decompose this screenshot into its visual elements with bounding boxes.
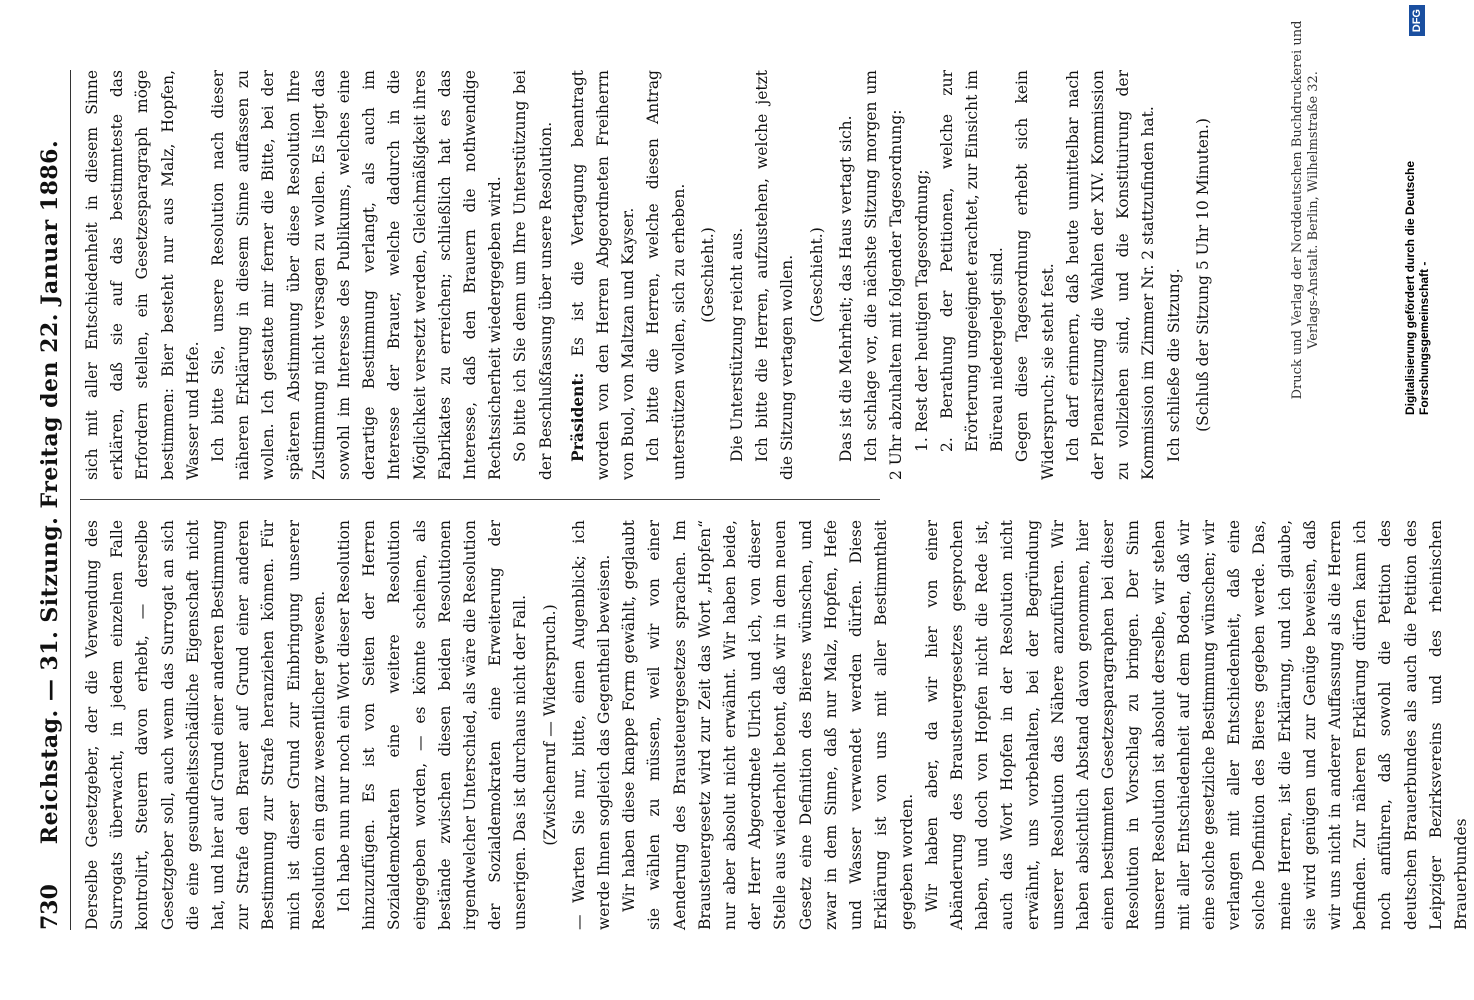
president-text: Es ist die Vertagung beantragt worden von den Herren Abgeordneten Freiherrn von Buol, von Maltzan und Kayser. — [568, 70, 638, 480]
paragraph: Gegen diese Tagesordnung erhebt sich kein Widerspruch; sie steht fest. — [1013, 70, 1057, 480]
paragraph: Ich bitte die Herren, welche diesen Antrag unterstützen wollen, sich zu erheben. — [644, 70, 688, 480]
paragraph: Ich schlage vor, die nächste Sitzung morgen um 2 Uhr abzuhalten mit folgender Tagesordnung: — [862, 70, 906, 480]
right-column — [80, 70, 1212, 480]
page-number: 730 — [37, 884, 63, 930]
paragraph: Ich darf erinnern, daß heute unmittelbar nach der Plenarsitzung die Wahlen der XIV. Kommission zu vollziehen sind, und die Konstituirung der Kommission im Zimmer Nr. 2 stattzufinden hat. — [1063, 70, 1158, 480]
paragraph: Die Unterstützung reicht aus. — [728, 227, 747, 462]
paragraph: — Warten Sie nur, bitte, einen Augenblick; ich werde Ihnen sogleich das Gegentheil beweisen. — [569, 520, 614, 930]
paragraph: So bitte ich Sie denn um Ihre Unterstützung bei der Beschlußfassung über unsere Resolution. — [511, 70, 555, 480]
agenda-item: 1. Rest der heutigen Tagesordnung; — [912, 169, 931, 452]
page-header — [30, 70, 71, 930]
stage-direction: (Geschieht.) — [698, 227, 717, 323]
stage-direction: (Zwischenruf — Widerspruch.) — [540, 604, 559, 846]
printer-imprint: Druck und Verlag der Norddeutschen Buchdruckerei und Verlags-Anstalt. Berlin, Wilhelmstraße 32. — [1290, 20, 1321, 400]
column-divider — [80, 499, 880, 500]
dfg-notice — [1403, 5, 1431, 415]
dfg-notice-text: Digitalisierung gefördert durch die Deutsche Forschungsgemeinschaft - — [1403, 160, 1431, 415]
paragraph: Ich bitte Sie, unsere Resolution nach dieser näheren Erklärung in diesem Sinne auffassen zu wollen. Ich gestatte mir ferner die Bitte, bei der späteren Abstimmung über diese Resolution Ihre Zustimmung nicht versagen zu wollen. Es liegt das sowohl im Interesse des Publikums, welches eine derartige Bestimmung verlangt, als auch im Interesse der Brauer, welche dadurch in die Möglichkeit versetzt werden, Gleichmäßigkeit ihres Fabrikates zu erreichen; schließlich hat es das Interesse, daß den Brauern die nothwendige Rechtssicherheit wiedergegeben wird. — [209, 70, 505, 480]
paragraph: Derselbe Gesetzgeber, der die Verwendung des Surrogats überwacht, in jedem einzelnen Falle kontrolirt, Steuern davon erhebt, — derselbe Gesetzgeber soll, auch wenn das Surrogat an sich die eine gesundheitsschädliche Eigenschaft nicht hat, und hier auf Grund einer anderen Bestimmung zur Strafe den Brauer auf Grund einer anderen Bestimmung zur Strafe heranziehen können. Für mich ist dieser Grund zur Einbringung unserer Resolution ein ganz wesentlicher gewesen. — [83, 520, 328, 930]
left-column — [80, 520, 1470, 930]
end-note: (Schluß der Sitzung 5 Uhr 10 Minuten.) — [1193, 118, 1212, 432]
paragraph: Ich bitte die Herren, aufzustehen, welche jetzt die Sitzung vertagen wollen. — [753, 70, 797, 480]
president-paragraph — [565, 70, 642, 480]
stage-direction: (Geschieht.) — [807, 227, 826, 323]
paragraph: Wir haben aber, da wir hier von einer Abänderung des Brausteuergesetzes gesprochen haben, und doch von Hopfen nicht die Rede ist, auch das Wort Hopfen in der Resolution nicht erwähnt, uns vorbehalten, bei der Begründung unserer Resolution das Nähere anzuführen. Wir haben absichtlich Abstand davon genommen, hier einen bestimmten Gesetzesparagraphen bei dieser Resolution in Vorschlag zu bringen. Der Sinn unserer Resolution ist absolut derselbe, wir stehen mit aller Entschiedenheit auf dem Boden, daß wir eine solche gesetzliche Bestimmung wünschen; wir verlangen mit aller Entschiedenheit, daß eine solche Definition des Bieres gegeben werde. Das, meine Herren, ist die Erklärung, und ich glaube, sie wird genügen und zur Genüge beweisen, daß wir uns nicht in anderer Auffassung als die Herren befinden. Zur näheren Erklärung dürfen kann ich noch anführen, daß sowohl die Petition des deutschen Brauerbundes als auch die Petition des Leipziger Bezirksvereins und des rheinischen Brauerbundes — [922, 520, 1470, 930]
paragraph: Wir haben diese knappe Form gewählt, geglaubt sie wählen zu müssen, weil wir von einer Aenderung des Brausteuergesetzes sprachen. Im Brausteuergesetz wird zur Zeit das Wort „Hopfen“ nur aber absolut nicht erwähnt. Wir haben beide, der Herr Abgeordnete Ulrich und ich, von dieser Stelle aus wiederholt betont, daß wir in dem neuen Gesetz eine Definition des Bieres wünschen, und zwar in dem Sinne, daß nur Malz, Hopfen, Hefe und Wasser verwendet werden dürfen. Diese Erklärung ist von uns mit aller Bestimmtheit gegeben worden. — [620, 520, 916, 930]
agenda-item: 2. Berathung der Petitionen, welche zur Erörterung ungeeignet erachtet, zur Einsicht im Büreau niedergelegt sind. — [937, 70, 1007, 452]
paragraph: Das ist die Mehrheit; das Haus vertagt sich. — [836, 115, 855, 462]
paragraph: sich mit aller Entschiedenheit in diesem Sinne erklären, daß sie auf das bestimmteste das Erfordern stellen, ein Gesetzesparagraph möge bestimmen: Bier besteht nur aus Malz, Hopfen, Wasser und Hefe. — [83, 70, 202, 480]
running-title: Reichstag. — 31. Sitzung. Freitag den 22. Januar 1886. — [37, 139, 63, 845]
speaker-label: Präsident: — [567, 372, 587, 462]
paragraph: Ich habe nun nur noch ein Wort dieser Resolution hinzuzufügen. Es ist von Seiten der Herren Sozialdemokraten eine weitere Resolution eingegeben worden, — es könnte scheinen, als bestände zwischen diesen beiden Resolutionen irgendwelcher Unterschied, als wäre die Resolution der Sozialdemokraten eine Erweiterung der unserigen. Das ist durchaus nicht der Fall. — [335, 520, 530, 930]
dfg-logo: DFG — [1409, 5, 1425, 36]
paragraph: Ich schließe die Sitzung. — [1164, 268, 1183, 462]
